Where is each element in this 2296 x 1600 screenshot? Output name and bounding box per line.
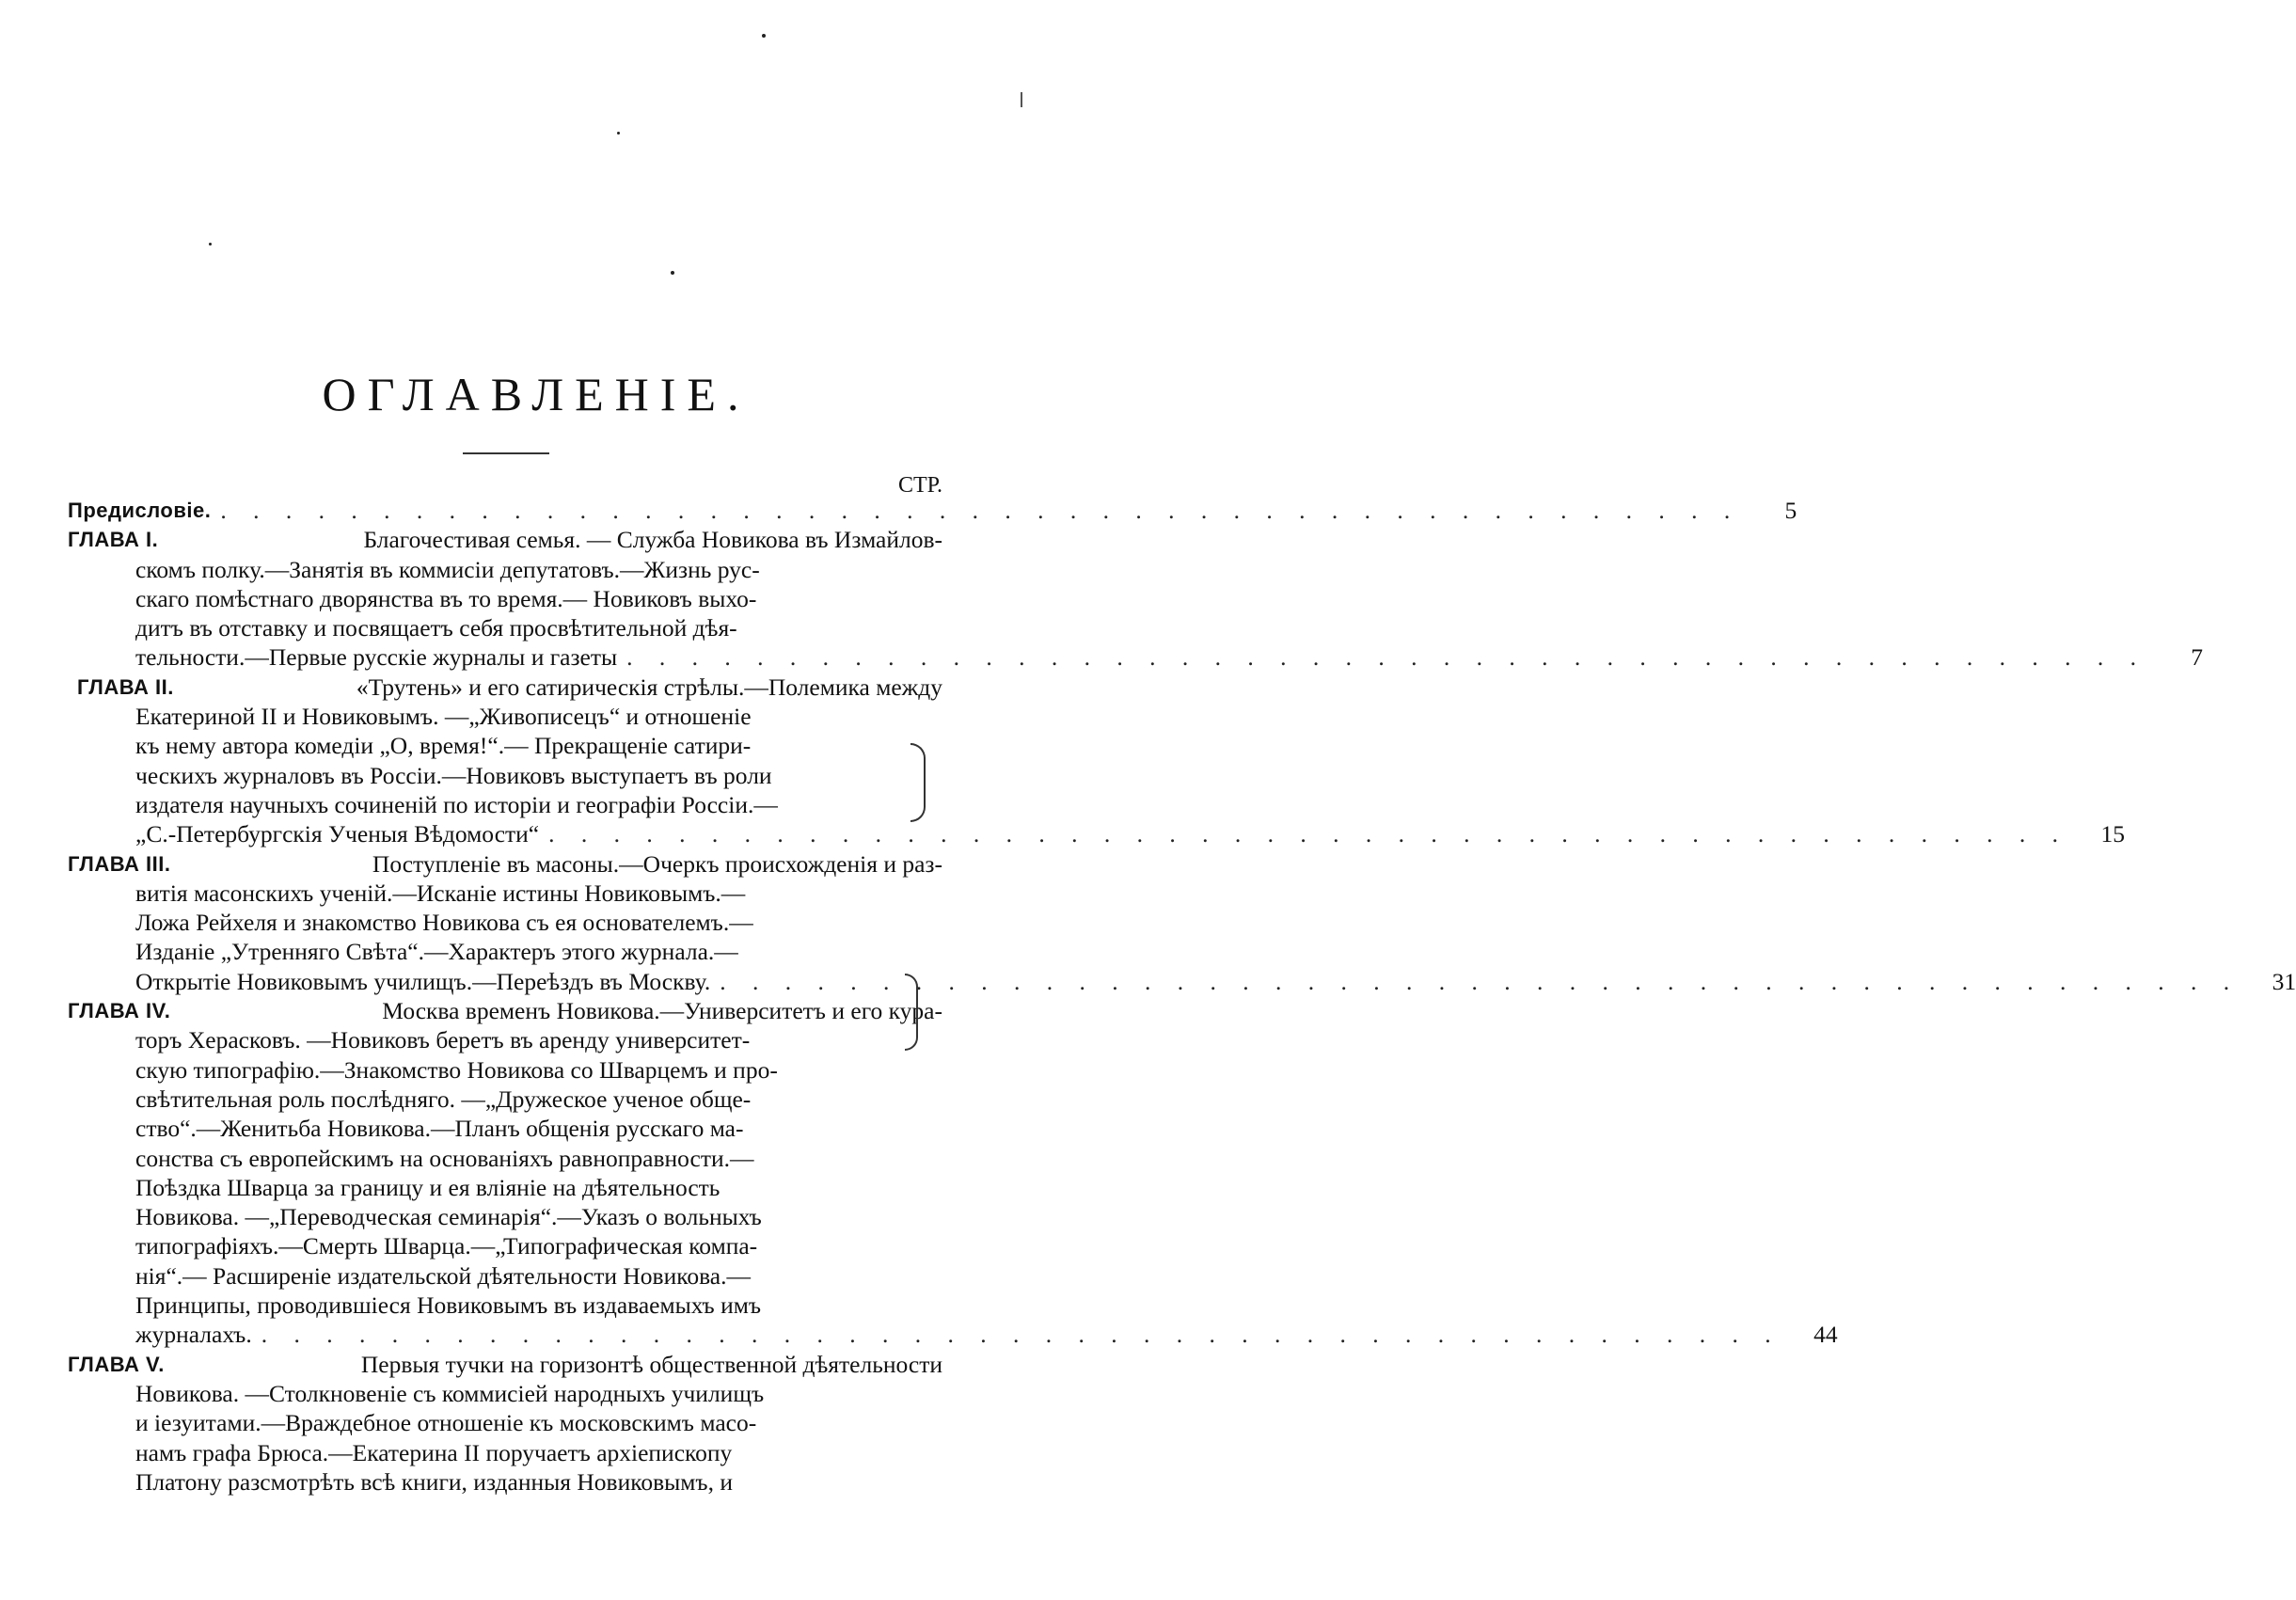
toc-page-number: 7 [2191,643,2204,672]
toc-page-number: 44 [1813,1321,1838,1349]
leader-dots: . . . . . . . . . . . . . . . . . . . . . . . . . . . . . . . . . . . . . . . . . . . . . . . [548,820,2068,848]
toc-entry-preface [68,496,1797,525]
toc-entry-text: намъ графа Брюса.—Екатерина II поручаетъ архіепископу [135,1438,733,1466]
toc-entry-text: сонства съ европейскимъ на основаніяхъ равноправности.— [135,1144,754,1172]
toc-entry-text: Новикова. —Столкновеніе съ коммисіей народныхъ училищъ [135,1379,765,1407]
toc-entry-text: ство“.—Женитьба Новикова.—Планъ общенія русскаго ма- [135,1115,744,1143]
toc-page-number: 31 [2272,967,2296,995]
toc-entry-text: Ложа Рейхеля и знакомство Новикова съ ея основателемъ.— [135,909,753,937]
toc-entry-text: Открытіе Новиковымъ училищъ.—Переѣздъ въ Москву. [135,967,711,995]
table-of-contents [68,496,2296,1497]
toc-entry-text: скую типографію.—Знакомство Новикова со Шварцемъ и про- [135,1055,778,1084]
scan-speck [617,132,620,135]
handwritten-bracket-mark [910,743,926,822]
toc-entry-chapter-4 [68,996,1838,1350]
toc-entry-chapter-5 [68,1350,942,1497]
toc-entry-text: Первыя тучки на горизонтѣ общественной дѣятельности [360,1350,942,1378]
toc-entry-label: ГЛАВА IV. [68,999,171,1023]
toc-entry-text: Екатериной II и Новиковымъ. —„Живописецъ“ и отношеніе [135,703,752,731]
toc-entry-text: скомъ полку.—Занятія въ коммисіи депутатовъ.—Жизнь рус- [135,555,760,583]
toc-entry-text: Поѣздка Шварца за границу и ея вліяніе на дѣятельность [135,1173,720,1201]
leader-dots: . . . . . . . . . . . . . . . . . . . . . . . . . . . . . . . . . . . . . . . . . . . . . . . [261,1321,1781,1349]
toc-entry-text: тельности.—Первые русскіе журналы и газеты [135,643,618,672]
toc-entry-text: „С.-Петербургскія Ученыя Вѣдомости“ [135,820,540,848]
leader-dots: . . . . . . . . . . . . . . . . . . . . . . . . . . . . . . . . . . . . . . . . . . . . . . . [220,497,1741,524]
toc-entry-text: журналахъ. [135,1321,252,1349]
scan-speck [762,34,766,38]
toc-entry-text: Изданіе „Утренняго Свѣта“.—Характеръ этого журнала.— [135,938,738,966]
leader-dots: . . . . . . . . . . . . . . . . . . . . . . . . . . . . . . . . . . . . . . . . . . . . . . . [626,643,2147,672]
toc-entry-text: ческихъ журналовъ въ Россіи.—Новиковъ выступаетъ въ роли [135,761,772,789]
toc-entry-text: Москва временъ Новикова.—Университетъ и его кура- [382,997,942,1025]
scan-margin-mark [1021,92,1022,107]
toc-entry-label: ГЛАВА I. [68,528,159,552]
toc-entry-label: Предисловіе. [68,499,212,522]
toc-entry-label: ГЛАВА III. [68,851,171,876]
toc-entry-text: скаго помѣстнаго дворянства въ то время.— Новиковъ выхо- [135,584,757,612]
toc-entry-chapter-1 [68,525,2204,672]
toc-entry-text: торъ Херасковъ. —Новиковъ беретъ въ аренду университет- [135,1026,751,1054]
toc-entry-text: и іезуитами.—Враждебное отношеніе къ московскимъ масо- [135,1409,757,1437]
toc-entry-text: дитъ въ отставку и посвящаетъ себя просвѣтительной дѣя- [135,614,737,642]
toc-entry-text: витія масонскихъ ученій.—Исканіе истины Новиковымъ.— [135,879,746,907]
toc-entry-text: типографіяхъ.—Смерть Шварца.—„Типографическая компа- [135,1232,758,1260]
title-rule [463,452,549,454]
toc-entry-text: нія“.— Расширеніе издательской дѣятельности Новикова.— [135,1261,751,1290]
toc-entry-chapter-3 [68,849,2296,996]
toc-entry-label: ГЛАВА V. [68,1352,165,1376]
scan-speck [671,271,674,275]
toc-page-number: 5 [1784,497,1797,524]
toc-page-number: 15 [2100,820,2125,848]
toc-entry-chapter-2 [68,673,2125,849]
toc-entry-text: «Трутень» и его сатирическія стрѣлы.—Полемика между [356,673,942,701]
toc-entry-text: къ нему автора комедіи „О, время!“.— Прекращеніе сатири- [135,732,752,760]
leader-dots: . . . . . . . . . . . . . . . . . . . . . . . . . . . . . . . . . . . . . . . . . . . . . . . [720,967,2241,995]
scan-speck [209,243,212,246]
toc-entry-label: ГЛАВА II. [77,674,174,699]
toc-entry-text: Принципы, проводившіеся Новиковымъ въ издаваемыхъ имъ [135,1291,762,1320]
toc-entry-text: свѣтительная роль послѣдняго. —„Дружеское ученое обще- [135,1085,752,1113]
toc-entry-text: Платону разсмотрѣть всѣ книги, изданныя Новиковымъ, и [135,1467,733,1496]
toc-entry-text: издателя научныхъ сочиненій по исторіи и географіи Россіи.— [135,790,778,818]
toc-entry-text: Поступленіе въ масоны.—Очеркъ происхожденія и раз- [372,849,942,878]
page-column-header: СТР. [897,473,942,498]
page-title: ОГЛАВЛЕНІЕ. [322,368,751,420]
toc-entry-text: Благочестивая семья. — Служба Новикова въ Измайлов- [363,526,942,554]
toc-entry-text: Новикова. —„Переводческая семинарія“.—Указъ о вольныхъ [135,1203,762,1231]
handwritten-bracket-mark [905,974,918,1051]
